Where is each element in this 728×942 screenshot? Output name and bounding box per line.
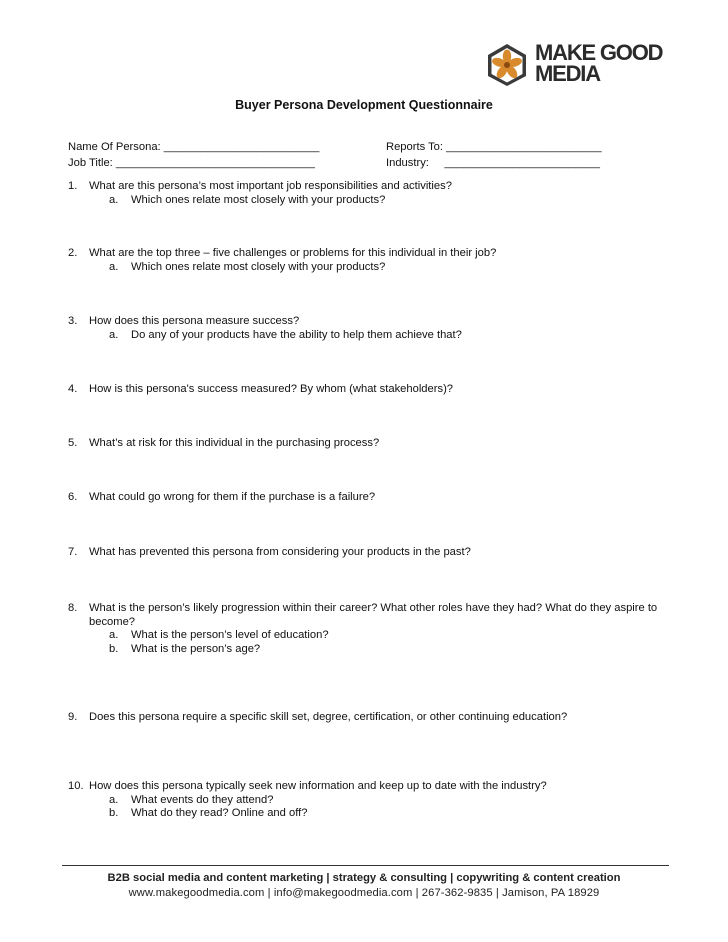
sub-question bbox=[109, 194, 658, 208]
sub-question-text: Which ones relate most closely with your products? bbox=[131, 193, 386, 206]
sub-question-label: b. bbox=[109, 807, 119, 819]
question-3 bbox=[68, 315, 658, 342]
question-9 bbox=[68, 711, 658, 725]
sub-question bbox=[109, 794, 658, 808]
question-text: How does this persona measure success? bbox=[89, 315, 300, 327]
question-text: Does this persona require a specific skill set, degree, certification, or other continuing education? bbox=[89, 711, 568, 723]
industry-field[interactable]: Industry: _________________________ bbox=[386, 157, 600, 169]
question-4 bbox=[68, 383, 658, 397]
logo-line-2: MEDIA bbox=[535, 61, 600, 86]
question-10 bbox=[68, 780, 658, 821]
sub-question-label: a. bbox=[109, 629, 119, 641]
question-number: 9. bbox=[68, 711, 78, 723]
question-text: What’s at risk for this individual in the purchasing process? bbox=[89, 437, 380, 449]
question-number: 10. bbox=[68, 780, 84, 792]
page-title: Buyer Persona Development Questionnaire bbox=[235, 98, 493, 112]
sub-question-label: a. bbox=[109, 193, 119, 206]
logo bbox=[485, 42, 665, 90]
sub-question-text: What events do they attend? bbox=[131, 793, 274, 806]
sub-question bbox=[109, 643, 658, 657]
footer-divider bbox=[62, 865, 669, 866]
name-of-persona-field[interactable]: Name Of Persona: _________________________ bbox=[68, 141, 320, 153]
question-number: 2. bbox=[68, 247, 78, 259]
question-number: 3. bbox=[68, 315, 78, 327]
question-text: What could go wrong for them if the purchase is a failure? bbox=[89, 491, 376, 503]
sub-question-label: a. bbox=[109, 260, 119, 273]
sub-question bbox=[109, 261, 658, 275]
question-text: How is this persona's success measured? By whom (what stakeholders)? bbox=[89, 383, 454, 395]
sub-question-label: b. bbox=[109, 642, 119, 655]
sub-question bbox=[109, 629, 658, 643]
question-text: What has prevented this persona from considering your products in the past? bbox=[89, 546, 471, 558]
sub-question-text: What is the person’s level of education? bbox=[131, 629, 329, 641]
job-title-field[interactable]: Job Title: ________________________________ bbox=[68, 157, 315, 169]
question-2 bbox=[68, 247, 658, 274]
question-text: What are this persona’s most important job responsibilities and activities? bbox=[89, 180, 452, 192]
question-text: How does this persona typically seek new information and keep up to date with the industry? bbox=[89, 780, 547, 792]
sub-question-label: a. bbox=[109, 328, 119, 341]
sub-question bbox=[109, 807, 658, 821]
question-number: 8. bbox=[68, 602, 78, 614]
sub-question-text: What is the person’s age? bbox=[131, 642, 261, 655]
question-text: What is the person’s likely progression within their career? What other roles have they had? What do they aspire to become? bbox=[89, 602, 658, 628]
question-6 bbox=[68, 491, 658, 505]
footer-contact: www.makegoodmedia.com | info@makegoodmedia.com | 267-362-9835 | Jamison, PA 18929 bbox=[128, 887, 600, 899]
footer-tagline: B2B social media and content marketing | strategy & consulting | copywriting & content creation bbox=[107, 872, 621, 884]
reports-to-field[interactable]: Reports To: _________________________ bbox=[386, 141, 602, 153]
question-5 bbox=[68, 437, 658, 451]
question-number: 4. bbox=[68, 383, 78, 395]
sub-question bbox=[109, 329, 658, 343]
sub-question-text: Do any of your products have the ability to help them achieve that? bbox=[131, 328, 462, 341]
flower-icon bbox=[485, 43, 529, 87]
question-8 bbox=[68, 602, 658, 656]
sub-question-text: What do they read? Online and off? bbox=[131, 807, 308, 819]
question-text: What are the top three – five challenges or problems for this individual in their job? bbox=[89, 247, 497, 259]
sub-question-label: a. bbox=[109, 793, 119, 806]
sub-question-text: Which ones relate most closely with your products? bbox=[131, 260, 386, 273]
question-7 bbox=[68, 546, 658, 560]
question-number: 1. bbox=[68, 180, 78, 192]
question-1 bbox=[68, 180, 658, 207]
question-number: 7. bbox=[68, 546, 78, 558]
question-number: 6. bbox=[68, 491, 78, 503]
question-number: 5. bbox=[68, 437, 78, 449]
logo-wordmark bbox=[535, 42, 662, 84]
logo-line-1: MAKE GOOD bbox=[535, 40, 663, 65]
